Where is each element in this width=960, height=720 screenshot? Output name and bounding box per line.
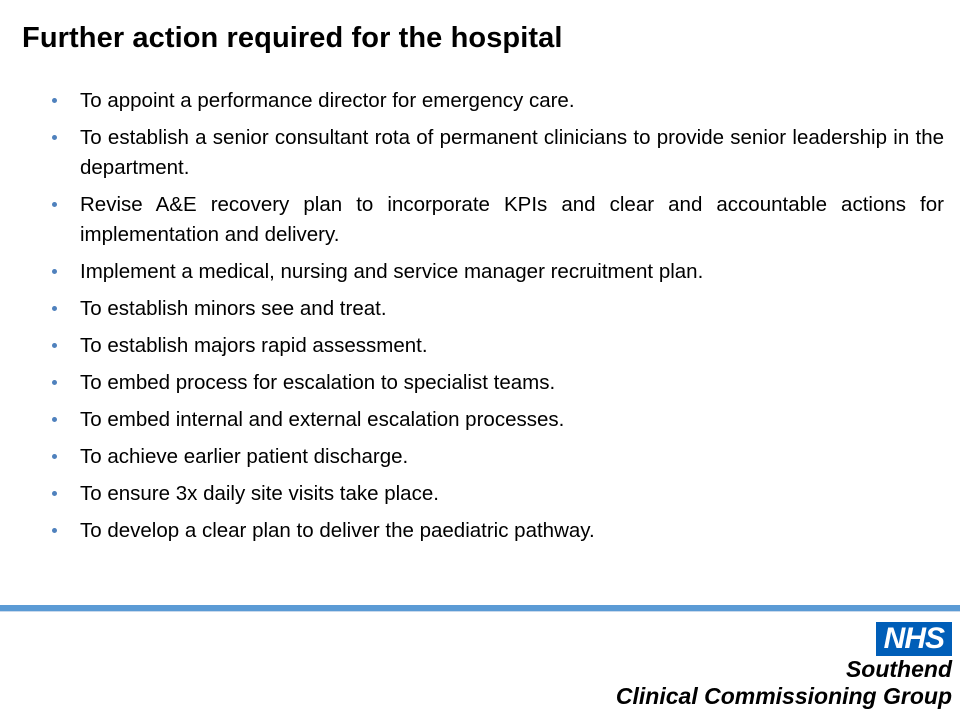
list-item — [48, 257, 944, 287]
organisation-name-line-2: Clinical Commissioning Group — [615, 683, 952, 709]
list-item — [48, 516, 944, 546]
action-list — [48, 86, 944, 553]
bullet-icon — [52, 98, 57, 103]
list-item-text: To embed internal and external escalation processes. — [80, 408, 565, 431]
list-item-text: To establish a senior consultant rota of permanent clinicians to provide senior leadership in the department. — [80, 126, 944, 179]
bullet-icon — [52, 135, 57, 140]
list-item-text: To develop a clear plan to deliver the paediatric pathway. — [80, 519, 595, 542]
list-item-text: Revise A&E recovery plan to incorporate KPIs and clear and accountable actions for implementation and delivery. — [80, 193, 944, 246]
bullet-icon — [52, 454, 57, 459]
list-item-text: To appoint a performance director for emergency care. — [80, 89, 575, 112]
list-item — [48, 123, 944, 183]
bullet-icon — [52, 417, 57, 422]
list-item — [48, 190, 944, 250]
list-item-text: Implement a medical, nursing and service manager recruitment plan. — [80, 260, 704, 283]
footer-divider-shadow — [0, 611, 960, 612]
list-item — [48, 294, 944, 324]
organisation-name — [616, 656, 952, 710]
list-item-text: To establish majors rapid assessment. — [80, 334, 428, 357]
bullet-icon — [52, 306, 57, 311]
list-item — [48, 442, 944, 472]
bullet-icon — [52, 202, 57, 207]
list-item — [48, 405, 944, 435]
nhs-logo: NHS — [876, 622, 952, 656]
list-item-text: To embed process for escalation to specialist teams. — [80, 371, 556, 394]
bullet-icon — [52, 491, 57, 496]
organisation-name-line-1: Southend — [845, 656, 952, 682]
list-item-text: To establish minors see and treat. — [80, 297, 387, 320]
bullet-icon — [52, 343, 57, 348]
list-item — [48, 86, 944, 116]
list-item-text: To achieve earlier patient discharge. — [80, 445, 409, 468]
bullet-icon — [52, 269, 57, 274]
list-item — [48, 479, 944, 509]
bullet-icon — [52, 528, 57, 533]
list-item — [48, 368, 944, 398]
bullet-icon — [52, 380, 57, 385]
slide-title: Further action required for the hospital — [22, 22, 563, 54]
list-item-text: To ensure 3x daily site visits take place. — [80, 482, 439, 505]
list-item — [48, 331, 944, 361]
